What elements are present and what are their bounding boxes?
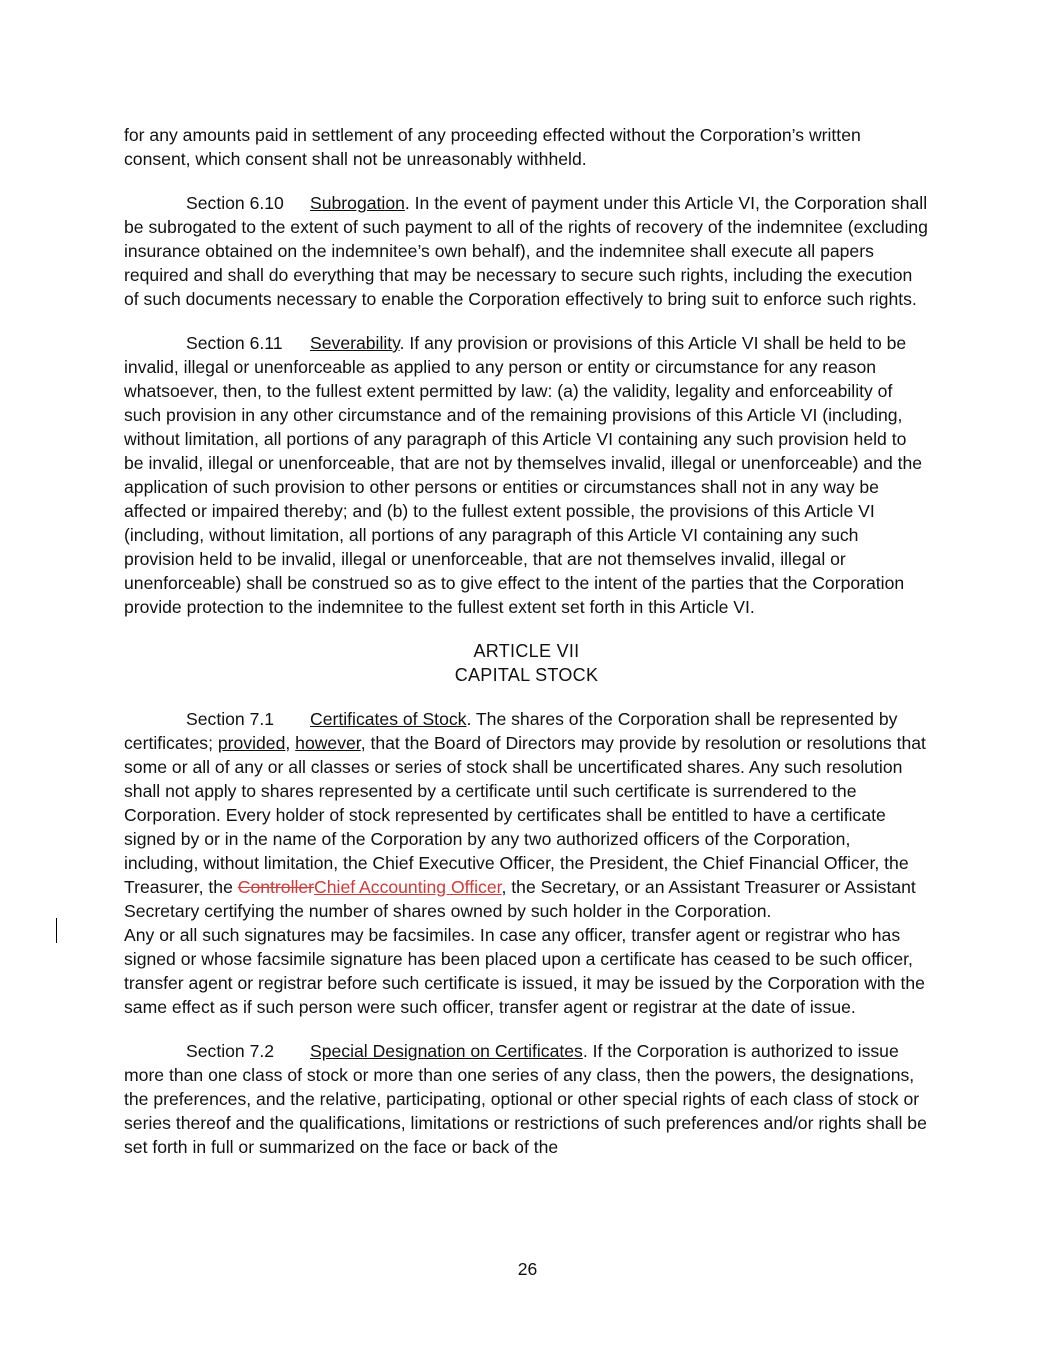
article-title: ARTICLE VII (473, 641, 580, 661)
section-6-10 (124, 191, 929, 311)
article-subtitle: CAPITAL STOCK (454, 665, 599, 685)
separator: , (285, 733, 296, 753)
however-term: however (295, 733, 361, 753)
section-6-11 (124, 331, 929, 619)
section-text: . In the event of payment under this Article VI, the Corporation shall be subrogated to the extent of such payment to all of the rights of recovery of the indemnitee (excluding insurance obtained on the indemnitee’s own behalf), and the indemnitee shall execute all papers required and shall do everything that may be necessary to secure such rights, including the execution of such documents necessary to enable the Corporation effectively to bring suit to enforce such rights. (124, 193, 928, 309)
section-title: Severability (310, 333, 400, 353)
document-page (124, 123, 929, 1159)
section-7-2 (124, 1039, 929, 1159)
page-number: 26 (517, 1259, 538, 1279)
section-text: . If the Corporation is authorized to issue more than one class of stock or more than one series of any class, then the powers, the designations, the preferences, and the relative, participating, optional or other special rights of each class of stock or series thereof and the qualifications, limitations or restrictions of such preferences and/or rights shall be set forth in full or summarized on the face or back of the (124, 1041, 927, 1157)
section-7-1 (124, 707, 929, 923)
section-title: Subrogation (310, 193, 405, 213)
section-number: Section 7.1 (186, 709, 275, 729)
section-text: . If any provision or provisions of this Article VI shall be held to be invalid, illegal or unenforceable as applied to any person or entity or circumstance for any reason whatsoever, then, to the fullest extent permitted by law: (a) the validity, legality and enforceability of such provision in any other circumstance and of the remaining provisions of this Article VI (including, without limitation, all portions of any paragraph of this Article VI containing any such provision held to be invalid, illegal or unenforceable, that are not by themselves invalid, illegal or unenforceable) and the application of such provision to other persons or entities or circumstances shall not in any way be affected or impaired thereby; and (b) to the fullest extent possible, the provisions of this Article VI (including, without limitation, all portions of any paragraph of this Article VI containing any such provision held to be invalid, illegal or unenforceable, that are not themselves invalid, illegal or unenforceable) shall be construed so as to give effect to the intent of the parties that the Corporation provide protection to the indemnitee to the fullest extent set forth in this Article VI. (124, 333, 923, 617)
section-number: Section 6.10 (186, 193, 284, 213)
section-title: Certificates of Stock (310, 709, 467, 729)
provided-term: provided (217, 733, 286, 753)
section-number: Section 7.2 (186, 1041, 275, 1061)
deleted-revision: Controller (237, 877, 315, 897)
section-title: Special Designation on Certificates (310, 1041, 583, 1061)
inserted-revision: Chief Accounting Officer (314, 877, 502, 897)
section-text: . The shares of the Corporation shall be represented by certificates; (124, 709, 898, 753)
section-text: , the Secretary, or an Assistant Treasurer or Assistant Secretary certifying the number of shares owned by such holder in the Corporation. (124, 877, 916, 921)
section-number: Section 6.11 (186, 333, 283, 353)
revision-change-bar (56, 918, 57, 943)
intro-paragraph: for any amounts paid in settlement of any proceeding effected without the Corporation’s written consent, which consent shall not be unreasonably withheld. (124, 125, 861, 169)
section-7-1-paragraph-2: Any or all such signatures may be facsimiles. In case any officer, transfer agent or registrar who has signed or whose facsimile signature has been placed upon a certificate has ceased to be such officer, transfer agent or registrar before such certificate is issued, it may be issued by the Corporation with the same effect as if such person were such officer, transfer agent or registrar at the date of issue. (124, 925, 925, 1017)
section-text: , that the Board of Directors may provide by resolution or resolutions that some or all of any or all classes or series of stock shall be uncertificated shares. Any such resolution shall not apply to shares represented by a certificate until such certificate is surrendered to the Corporation. Every holder of stock represented by certificates shall be entitled to have a certificate signed by or in the name of the Corporation by any two authorized officers of the Corporation, including, without limitation, the Chief Executive Officer, the President, the Chief Financial Officer, the Treasurer, the (124, 733, 926, 897)
